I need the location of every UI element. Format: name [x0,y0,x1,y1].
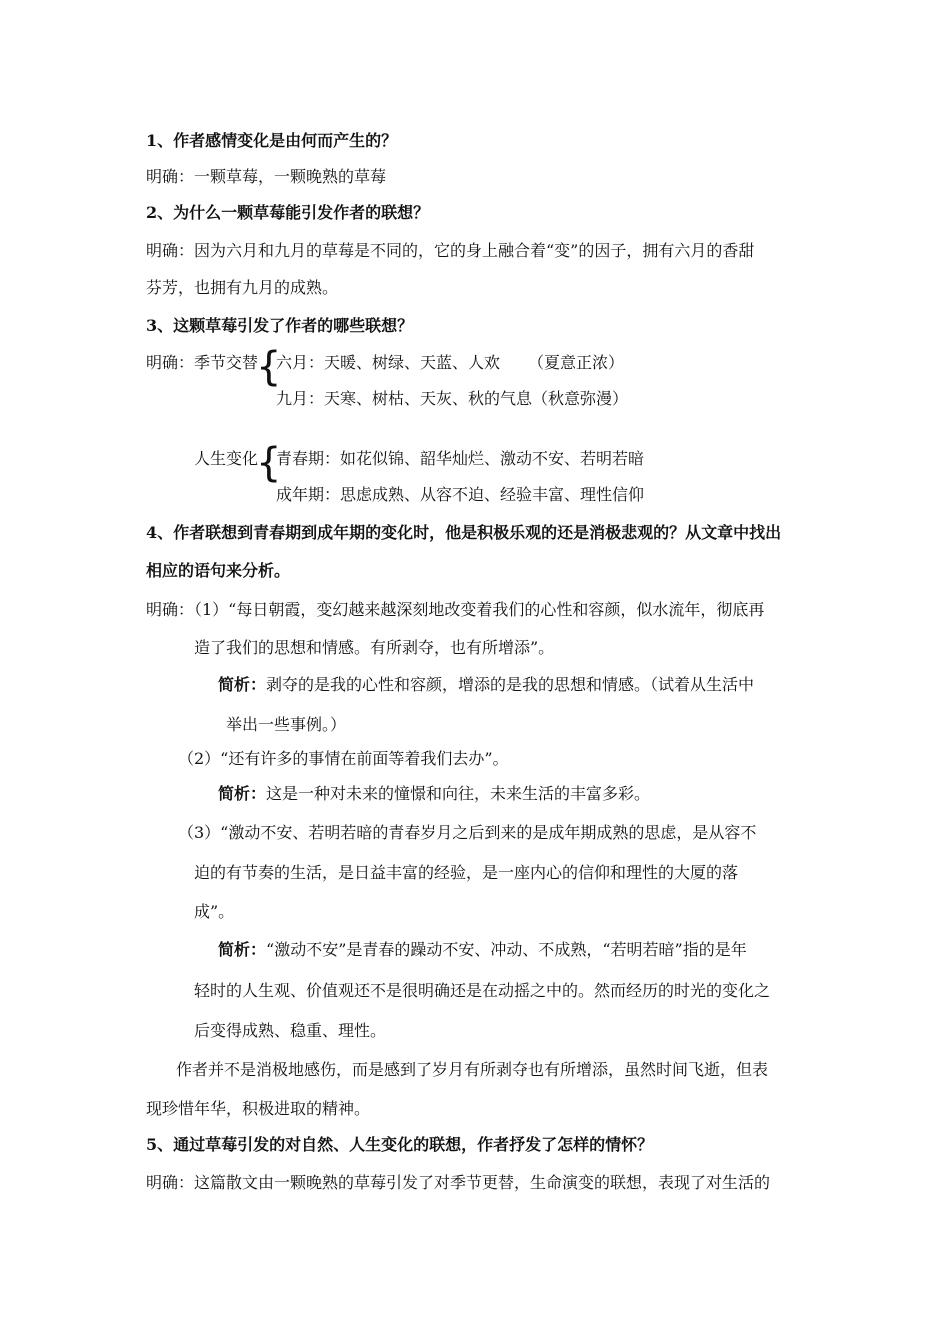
answer-4-1-line-2: 造了我们的思想和情感。有所剥夺，也有所增添”。 [194,638,555,657]
answer-4-1-line-1: 明确：（1）“每日朝霞，变幻越来越深刻地改变着我们的心性和容颜，似水流年，彻底再 [146,600,765,619]
question-5: 5、通过草莓引发的对自然、人生变化的联想，作者抒发了怎样的情怀？ [146,1135,654,1154]
analysis-3-line-1: 简析：“激动不安”是青春的躁动不安、冲动、不成熟，“若明若暗”指的是年 [218,940,747,959]
question-2: 2、为什么一颗草莓能引发作者的联想？ [146,203,430,222]
answer-5-line-1: 明确：这篇散文由一颗晚熟的草莓引发了对季节更替，生命演变的联想，表现了对生活的 [146,1173,771,1192]
season-june-note: （夏意正浓） [528,353,625,372]
answer-4-3-line-2: 迫的有节奏的生活，是日益丰富的经验，是一座内心的信仰和理性的大厦的落 [194,863,739,882]
answer-1: 明确：一颗草莓，一颗晚熟的草莓 [146,167,387,186]
answer-4-3-line-1: （3）“激动不安、若明若暗的青春岁月之后到来的是成年期成熟的思虑，是从容不 [178,823,757,842]
question-4-line-1: 4、作者联想到青春期到成年期的变化时，他是积极乐观的还是消极悲观的？从文章中找出 [146,523,782,542]
life-brace: { [256,440,282,486]
summary-line-1: 作者并不是消极地感伤，而是感到了岁月有所剥夺也有所增添，虽然时间飞逝，但表 [176,1060,769,1079]
answer-2-line-1: 明确：因为六月和九月的草莓是不同的，它的身上融合着“变”的因子，拥有六月的香甜 [146,241,755,260]
life-label: 人生变化 [194,449,259,468]
question-4-line-2: 相应的语句来分析。 [146,561,291,580]
question-1: 1、作者感情变化是由何而产生的？ [146,131,398,150]
answer-2-line-2: 芬芳，也拥有九月的成熟。 [146,278,339,297]
season-brace: { [256,344,282,390]
answer-4-3-line-3: 成”。 [194,902,235,921]
analysis-1-line-1: 简析：剥夺的是我的心性和容颜，增添的是我的思想和情感。（试着从生活中 [218,675,755,694]
answer-4-2: （2）“还有许多的事情在前面等着我们去办”。 [178,749,509,768]
season-september: 九月：天寒、树枯、天灰、秋的气息（秋意弥漫） [276,389,629,408]
analysis-label: 简析： [218,675,267,694]
question-3: 3、这颗草莓引发了作者的哪些联想？ [146,316,414,335]
season-june: 六月：天暖、树绿、天蓝、人欢 [276,353,501,372]
analysis-label: 简析： [218,940,267,959]
analysis-1-line-2: 举出一些事例。） [226,715,347,734]
analysis-3-line-3: 后变得成熟、稳重、理性。 [194,1021,387,1040]
analysis-2: 简析：这是一种对未来的憧憬和向往，未来生活的丰富多彩。 [218,784,651,803]
analysis-3-line-2: 轻时的人生观、价值观还不是很明确还是在动摇之中的。然而经历的时光的变化之 [194,981,771,1000]
season-label: 季节交替 [194,353,259,372]
life-youth: 青春期：如花似锦、韶华灿烂、激动不安、若明若暗 [276,449,645,468]
life-adult: 成年期：思虑成熟、从容不迫、经验丰富、理性信仰 [276,485,645,504]
answer-3-prefix: 明确： [146,353,195,372]
summary-line-2: 现珍惜年华，积极进取的精神。 [146,1099,371,1118]
analysis-label: 简析： [218,784,267,803]
